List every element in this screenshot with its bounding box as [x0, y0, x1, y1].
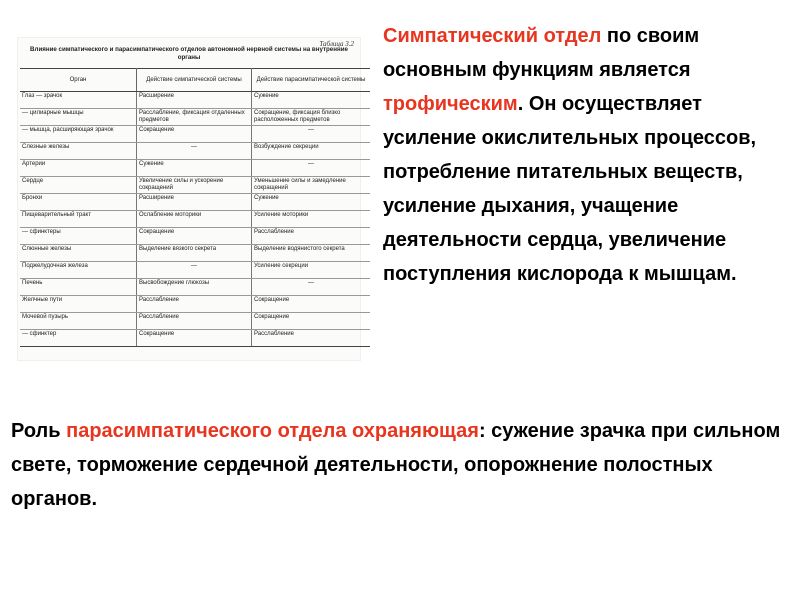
sympathetic-term: Симпатический отдел — [383, 25, 602, 47]
organ-cell: Печень — [20, 279, 137, 296]
sympathetic-cell: Сужение — [137, 160, 252, 177]
table-scan-image — [18, 38, 366, 360]
table-caption: Влияние симпатического и парасимпатического отделов автономной нервной системы на внутренние органы — [30, 46, 348, 61]
table-row — [20, 160, 370, 177]
header-organ: Орган — [20, 69, 137, 92]
parasympathetic-cell: — — [252, 160, 371, 177]
organ-cell: Сердце — [20, 177, 137, 194]
parasympathetic-cell: Сужение — [252, 194, 371, 211]
table-row — [20, 177, 370, 194]
sympathetic-cell: Высвобождение глюкозы — [137, 279, 252, 296]
table-body — [20, 92, 370, 347]
sympathetic-cell: — — [137, 262, 252, 279]
organ-cell: Бронхи — [20, 194, 137, 211]
organ-cell: Поджелудочная железа — [20, 262, 137, 279]
parasympathetic-paragraph — [11, 414, 781, 516]
parasympathetic-cell: Сокращение — [252, 313, 371, 330]
parasympathetic-cell: Усиление моторики — [252, 211, 371, 228]
sympathetic-cell: Сокращение — [137, 126, 252, 143]
organ-cell: Желчные пути — [20, 296, 137, 313]
sympathetic-cell: Расслабление, фиксация отдаленных предметов — [137, 109, 252, 126]
organ-cell: — цилиарные мышцы — [20, 109, 137, 126]
sympathetic-cell: Расширение — [137, 194, 252, 211]
table-row — [20, 296, 370, 313]
sympathetic-cell: Ослабление моторики — [137, 211, 252, 228]
header-parasympathetic: Действие парасимпатической системы — [252, 69, 371, 92]
table-row — [20, 92, 370, 109]
sympathetic-cell: — — [137, 143, 252, 160]
sympathetic-cell: Сокращение — [137, 330, 252, 347]
table-row — [20, 313, 370, 330]
organ-cell: Мочевой пузырь — [20, 313, 137, 330]
table-row — [20, 109, 370, 126]
table-row — [20, 330, 370, 347]
paragraph1-text2: . Он осуществляет усиление окислительных процессов, потребление питательных веществ, усиление дыхания, учащение деятельности сердца, увеличение поступления кислорода к мышцам. — [383, 93, 757, 285]
organ-cell: Глаз — зрачок — [20, 92, 137, 109]
sympathetic-paragraph — [383, 19, 783, 291]
paragraph1-text1: по своим основным функциям является — [383, 25, 700, 81]
parasympathetic-cell: Сокращение, фиксация близко расположенных предметов — [252, 109, 371, 126]
organ-cell: Артерии — [20, 160, 137, 177]
table-row — [20, 279, 370, 296]
sympathetic-cell: Выделение вязкого секрета — [137, 245, 252, 262]
paragraph2-text2: : сужение зрачка при сильном свете, торможение сердечной деятельности, опорожнение полостных органов. — [11, 420, 781, 510]
organ-cell: Пищеварительный тракт — [20, 211, 137, 228]
parasympathetic-cell: Расслабление — [252, 330, 371, 347]
paragraph2-text1: Роль — [11, 420, 67, 442]
parasympathetic-cell: Сужение — [252, 92, 371, 109]
sympathetic-cell: Сокращение — [137, 228, 252, 245]
parasympathetic-cell: — — [252, 279, 371, 296]
header-sympathetic: Действие симпатической системы — [137, 69, 252, 92]
table-row — [20, 262, 370, 279]
parasympathetic-cell: Сокращение — [252, 296, 371, 313]
table-row — [20, 245, 370, 262]
table-row — [20, 228, 370, 245]
parasympathetic-term: парасимпатического отдела охраняющая — [66, 420, 479, 442]
parasympathetic-cell: Возбуждение секреции — [252, 143, 371, 160]
table-row — [20, 194, 370, 211]
sympathetic-cell: Расширение — [137, 92, 252, 109]
parasympathetic-cell: Усиление секреции — [252, 262, 371, 279]
table-number: Таблица 3.2 — [319, 40, 354, 48]
organ-cell: Слезные железы — [20, 143, 137, 160]
organs-effect-table — [20, 68, 370, 347]
organ-cell: — сфинктер — [20, 330, 137, 347]
sympathetic-cell: Увеличение силы и ускорение сокращений — [137, 177, 252, 194]
table-row — [20, 211, 370, 228]
organ-cell: — мышца, расширяющая зрачок — [20, 126, 137, 143]
parasympathetic-cell: Уменьшение силы и замедление сокращений — [252, 177, 371, 194]
organ-cell: — сфинктеры — [20, 228, 137, 245]
organ-cell: Слюнные железы — [20, 245, 137, 262]
parasympathetic-cell: Выделение водянистого секрета — [252, 245, 371, 262]
parasympathetic-cell: — — [252, 126, 371, 143]
parasympathetic-cell: Расслабление — [252, 228, 371, 245]
trophic-term: трофическим — [383, 93, 518, 115]
sympathetic-cell: Расслабление — [137, 296, 252, 313]
table-row — [20, 143, 370, 160]
sympathetic-cell: Расслабление — [137, 313, 252, 330]
table-row — [20, 126, 370, 143]
